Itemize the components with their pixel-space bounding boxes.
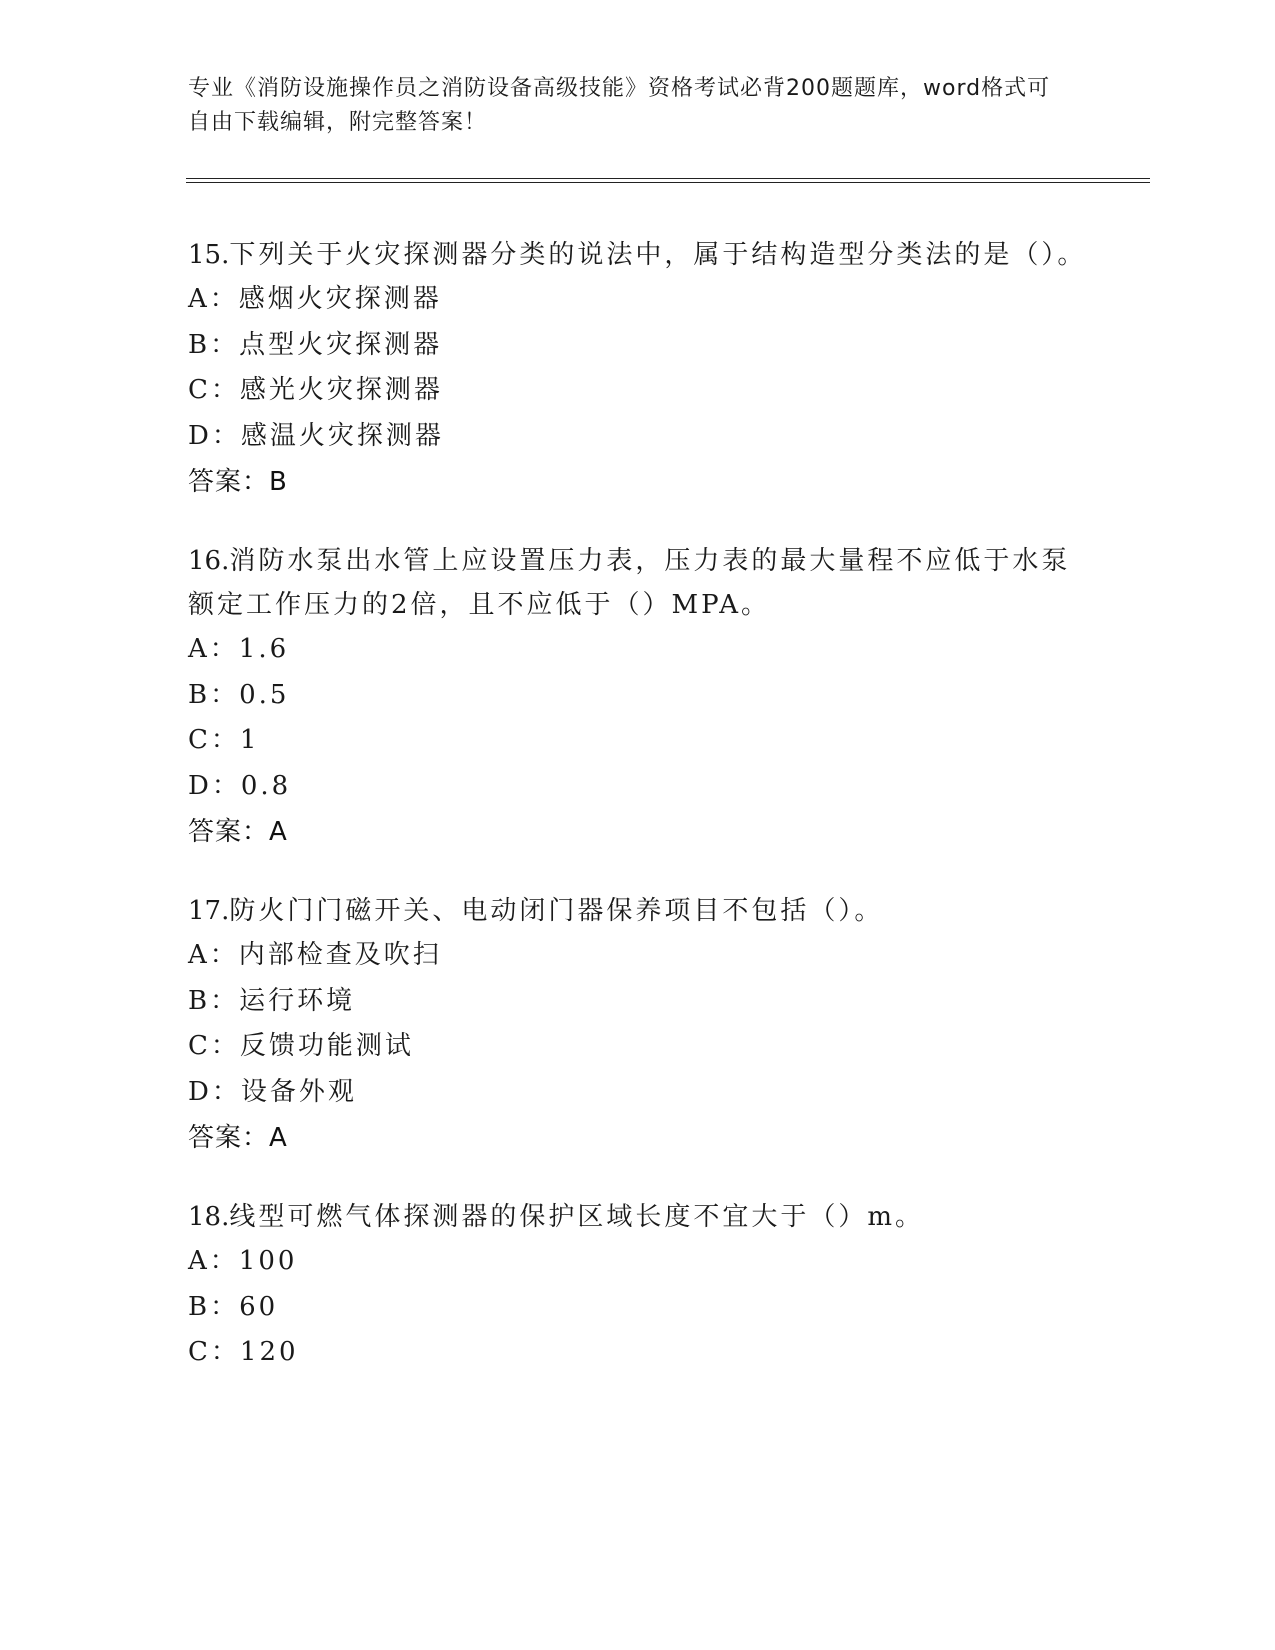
answer-line <box>188 809 1088 855</box>
option-c <box>188 718 1088 764</box>
question-text: 下列关于火灾探测器分类的说法中，属于结构造型分类法的是（）。 <box>229 240 1087 270</box>
option-label: D： <box>188 770 241 801</box>
option-label: A： <box>188 284 239 314</box>
option-text: 设备外观 <box>240 1076 357 1107</box>
question-stem <box>188 233 1088 277</box>
option-label: B： <box>188 1291 240 1322</box>
option-a <box>188 933 1088 979</box>
option-c <box>188 368 1088 414</box>
option-text: 反馈功能测试 <box>239 1031 414 1061</box>
question-17 <box>188 889 1088 1161</box>
option-text: 内部检查及吹扫 <box>238 940 442 970</box>
option-a <box>188 277 1088 323</box>
option-text: 100 <box>238 1246 298 1276</box>
option-b <box>188 1285 1088 1331</box>
option-label: C： <box>188 1337 240 1367</box>
question-number: 15. <box>188 240 230 270</box>
question-stem <box>188 1195 1088 1239</box>
option-label: A： <box>188 634 239 664</box>
question-16 <box>188 539 1088 855</box>
option-d <box>188 764 1088 810</box>
option-label: A： <box>188 1246 239 1276</box>
option-text: 0.8 <box>240 770 292 801</box>
option-text: 1 <box>239 725 260 755</box>
option-label: B： <box>188 329 240 360</box>
answer-label: 答案： <box>188 467 270 497</box>
option-text: 1.6 <box>238 634 290 664</box>
option-text: 点型火灾探测器 <box>239 329 443 360</box>
question-list <box>188 233 1088 1410</box>
question-number: 17. <box>188 896 230 926</box>
option-a <box>188 627 1088 673</box>
option-b <box>188 323 1088 369</box>
answer-value: A <box>269 1123 288 1153</box>
option-text: 运行环境 <box>239 985 356 1016</box>
question-number: 18. <box>188 1202 230 1232</box>
option-label: D： <box>188 420 241 451</box>
option-label: B： <box>188 679 240 710</box>
answer-line <box>188 1115 1088 1161</box>
answer-value: A <box>269 817 288 847</box>
question-text: 消防水泵出水管上应设置压力表，压力表的最大量程不应低于水泵额定工作压力的2倍，且不应低于（）MPA。 <box>188 546 1071 620</box>
option-label: A： <box>188 940 239 970</box>
answer-line <box>188 459 1088 505</box>
option-text: 感温火灾探测器 <box>240 420 444 451</box>
option-label: C： <box>188 725 240 755</box>
option-label: B： <box>188 985 240 1016</box>
option-c <box>188 1024 1088 1070</box>
header-divider-bottom <box>186 182 1150 183</box>
option-text: 感烟火灾探测器 <box>238 284 442 314</box>
option-text: 感光火灾探测器 <box>239 375 443 405</box>
answer-label: 答案： <box>188 817 270 847</box>
question-number: 16. <box>188 546 230 576</box>
answer-label: 答案： <box>188 1123 270 1153</box>
header-divider-top <box>186 178 1150 179</box>
option-c <box>188 1330 1088 1376</box>
option-label: C： <box>188 375 240 405</box>
option-label: C： <box>188 1031 240 1061</box>
question-18 <box>188 1195 1088 1376</box>
option-text: 0.5 <box>239 679 290 710</box>
option-b <box>188 979 1088 1025</box>
question-stem <box>188 889 1088 933</box>
answer-value: B <box>269 467 288 497</box>
option-b <box>188 673 1088 719</box>
question-text: 线型可燃气体探测器的保护区域长度不宜大于（）m。 <box>229 1202 925 1232</box>
option-text: 60 <box>239 1291 279 1322</box>
document-header: 专业《消防设施操作员之消防设备高级技能》资格考试必背200题题库，word格式可自由下载编辑，附完整答案！ <box>188 76 1051 135</box>
option-d <box>188 414 1088 460</box>
option-d <box>188 1070 1088 1116</box>
question-15 <box>188 233 1088 505</box>
question-stem <box>188 539 1088 627</box>
option-a <box>188 1239 1088 1285</box>
question-text: 防火门门磁开关、电动闭门器保养项目不包括（）。 <box>229 896 884 926</box>
option-text: 120 <box>239 1337 299 1367</box>
option-label: D： <box>188 1076 241 1107</box>
